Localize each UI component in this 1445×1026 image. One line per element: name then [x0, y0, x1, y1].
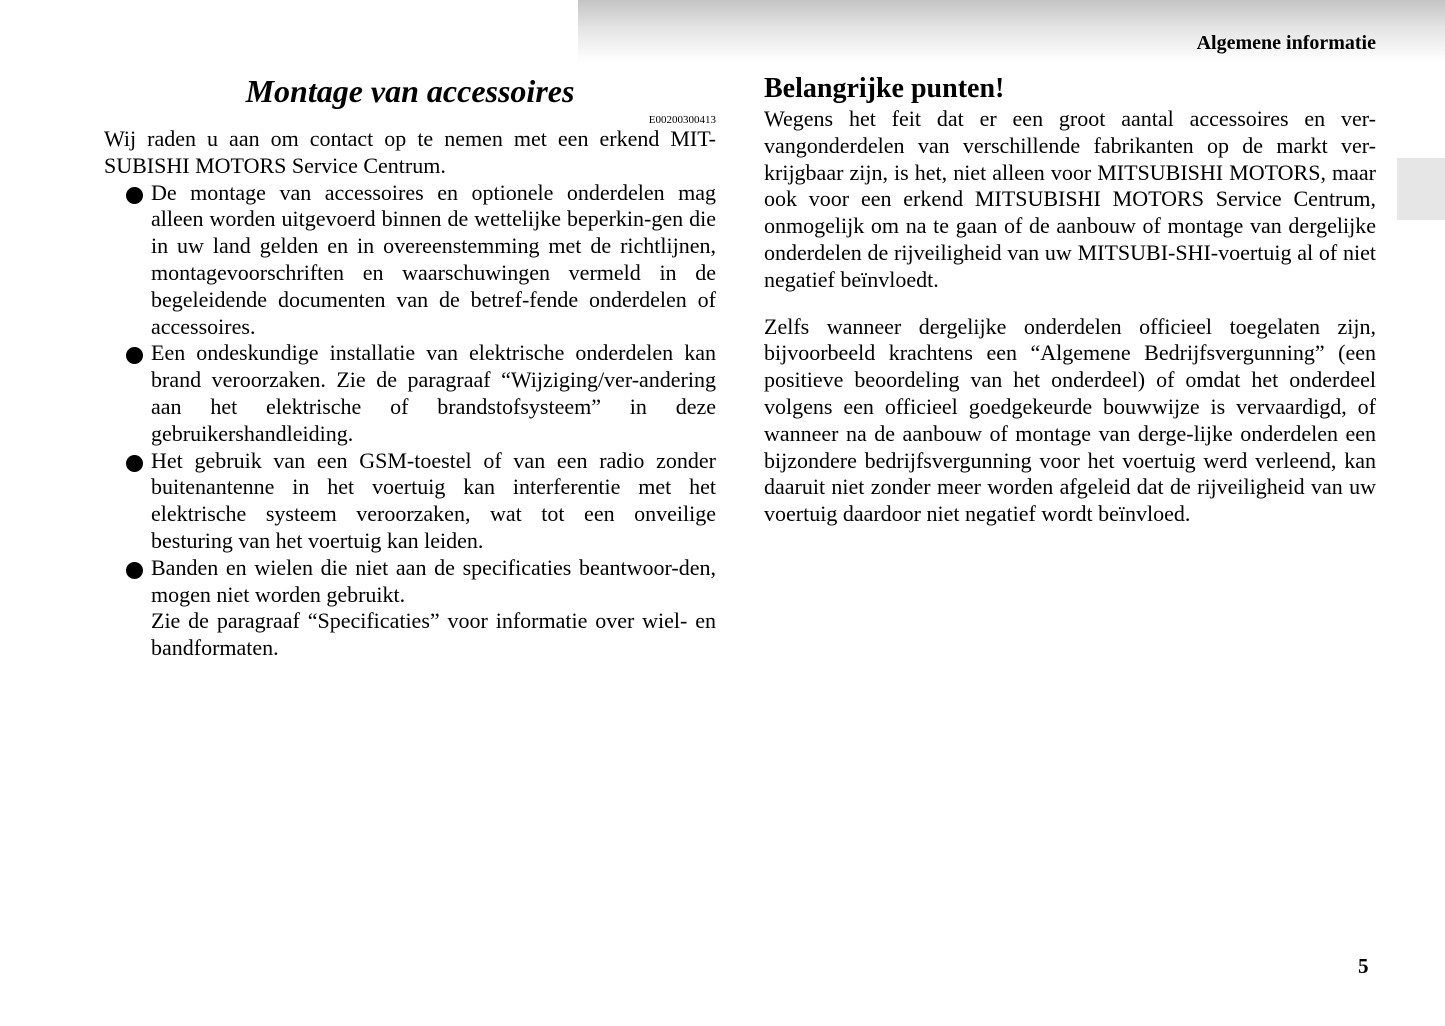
list-item-text: De montage van accessoires en optionele onderdelen mag alleen worden uitgevoerd binnen de wettelijke beperkin-gen die in uw land gelden en in overeenstemming met de richtlijnen, montagevoorschriften en waarschuwingen vermeld in de begeleidende documenten van de betref-fende onderdelen of accessoires.: [151, 179, 716, 339]
paragraph-spacer: [764, 294, 1376, 314]
bullet-icon: [126, 187, 143, 204]
document-code: E00200300413: [648, 114, 716, 126]
accessory-bullet-list: [104, 180, 716, 609]
list-item: [104, 555, 716, 609]
bullet-icon: [126, 347, 143, 364]
important-paragraph-1: Wegens het feit dat er een groot aantal accessoires en ver-vangonderdelen van verschillende fabrikanten op de markt ver-krijgbaar zijn, is het, niet alleen voor MITSUBISHI MOTORS, maar ook voor een erkend MITSUBISHI MOTORS Service Centrum, onmogelijk om na te gaan of de aanbouw of montage van dergelijke onderdelen de rijveiligheid van uw MITSUBI-SHI-voertuig al of niet negatief beïnvloedt.: [764, 106, 1376, 292]
bullet-note: Zie de paragraaf “Specificaties” voor informatie over wiel- en bandformaten.: [151, 608, 716, 661]
list-item: [104, 448, 716, 555]
important-points-heading: Belangrijke punten!: [764, 73, 1005, 104]
intro-paragraph: Wij raden u aan om contact op te nemen met een erkend MIT-SUBISHI MOTORS Service Centrum.: [104, 126, 716, 178]
bullet-icon: [126, 455, 143, 472]
left-column: [104, 70, 716, 662]
list-item-text: Een ondeskundige installatie van elektrische onderdelen kan brand veroorzaken. Zie de paragraaf “Wijziging/ver-andering aan het elektrische of brandstofsysteem” in deze gebruikershandleiding.: [151, 340, 716, 446]
right-column: [764, 72, 1376, 528]
list-item: [104, 180, 716, 341]
section-tab-marker: [1397, 158, 1445, 220]
page-number: 5: [1358, 954, 1369, 978]
list-item-text: Het gebruik van een GSM-toestel of van een radio zonder buitenantenne in het voertuig kan interferentie met het elektrische systeem veroorzaken, wat tot een onveilige besturing van het voertuig kan leiden.: [151, 447, 716, 553]
list-item-text: Banden en wielen die niet aan de specificaties beantwoor-den, mogen niet worden gebruikt.: [151, 554, 716, 607]
important-paragraph-2: Zelfs wanneer dergelijke onderdelen officieel toegelaten zijn, bijvoorbeeld krachtens een “Algemene Bedrijfsvergunning” (een positieve beoordeling van het onderdeel) of omdat het onderdeel volgens een officieel goedgekeurde bouwwijze is vervaardigd, of wanneer na de aanbouw of montage van derge-lijke onderdelen een bijzondere bedrijfsvergunning voor het voertuig werd verleend, kan daaruit niet zonder meer worden afgeleid dat de rijveiligheid van uw voertuig daardoor niet negatief wordt beïnvloed.: [764, 313, 1376, 527]
bullet-icon: [126, 562, 143, 579]
list-item: [104, 340, 716, 447]
section-title: Algemene informatie: [1196, 32, 1376, 54]
page-title: Montage van accessoires: [245, 73, 575, 109]
